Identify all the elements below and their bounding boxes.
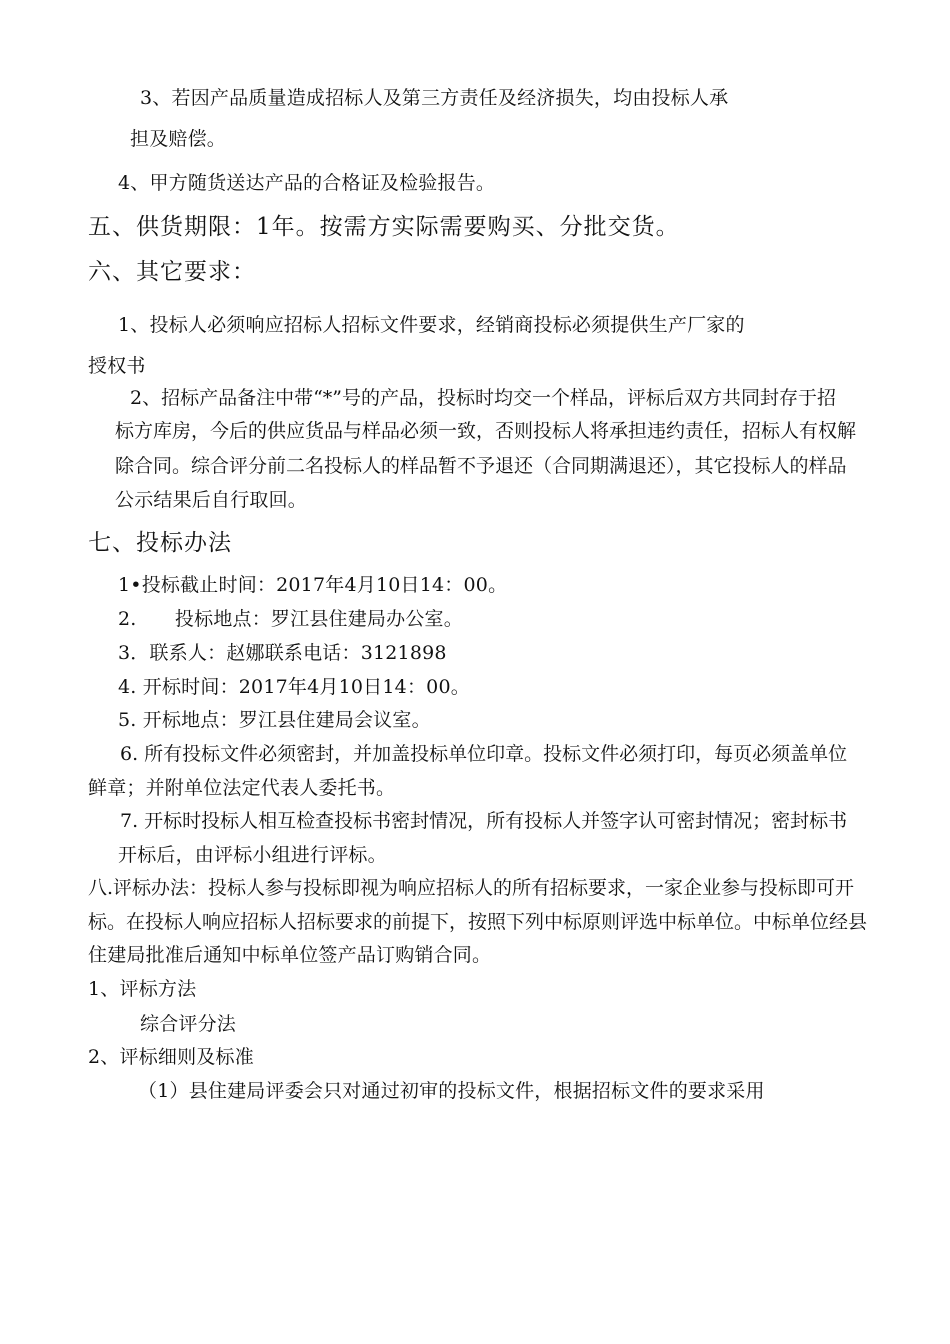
text-line: 4、甲方随货送达产品的合格证及检验报告。 [118,172,496,194]
text-line: 住建局批准后通知中标单位签产品订购销合同。 [88,944,492,966]
text-line: （1）县住建局评委会只对通过初审的投标文件，根据招标文件的要求采用 [138,1080,765,1102]
text-line: 标。在投标人响应招标人招标要求的前提下，按照下列中标原则评选中标单位。中标单位经县 [88,911,868,933]
text-line: 3、若因产品质量造成招标人及第三方责任及经济损失，均由投标人承 [140,87,729,109]
text-line: 综合评分法 [140,1013,237,1035]
text-line: 1、投标人必须响应招标人招标文件要求，经销商投标必须提供生产厂家的 [118,314,745,336]
text-line: 7. 开标时投标人相互检查投标书密封情况，所有投标人并签字认可密封情况；密封标书 [120,810,848,832]
section-heading: 六、其它要求： [88,259,256,285]
text-line: 公示结果后自行取回。 [115,489,308,511]
text-line: 开标后，由评标小组进行评标。 [118,844,387,866]
text-line: 1、评标方法 [88,978,197,1000]
text-line: 2. 投标地点：罗江县住建局办公室。 [118,608,463,630]
text-line: 担及赔偿。 [130,128,227,150]
text-line: 标方库房，今后的供应货品与样品必须一致，否则投标人将承担违约责任，招标人有权解 [115,420,857,442]
text-line: 除合同。综合评分前二名投标人的样品暂不予退还（合同期满退还），其它投标人的样品 [115,455,847,477]
section-heading: 五、供货期限：1年。按需方实际需要购买、分批交货。 [88,214,680,240]
text-line: 2、招标产品备注中带“*”号的产品，投标时均交一个样品，评标后双方共同封存于招 [130,387,837,409]
text-line: 5. 开标地点：罗江县住建局会议室。 [118,709,431,731]
text-line: 2、评标细则及标准 [88,1046,254,1068]
section-heading: 七、投标办法 [88,530,232,556]
text-line: 鲜章；并附单位法定代表人委托书。 [88,777,396,799]
section-heading: 八.评标办法：投标人参与投标即视为响应招标人的所有招标要求，一家企业参与投标即可开 [88,877,855,899]
text-line: 1•投标截止时间：2017年4月10日14：00。 [118,574,508,596]
text-line: 6. 所有投标文件必须密封，并加盖投标单位印章。投标文件必须打印，每页必须盖单位 [120,743,848,765]
text-line: 授权书 [88,355,146,377]
text-line: 3．联系人：赵娜联系电话：3121898 [118,642,447,664]
text-line: 4. 开标时间：2017年4月10日14：00。 [118,676,470,698]
